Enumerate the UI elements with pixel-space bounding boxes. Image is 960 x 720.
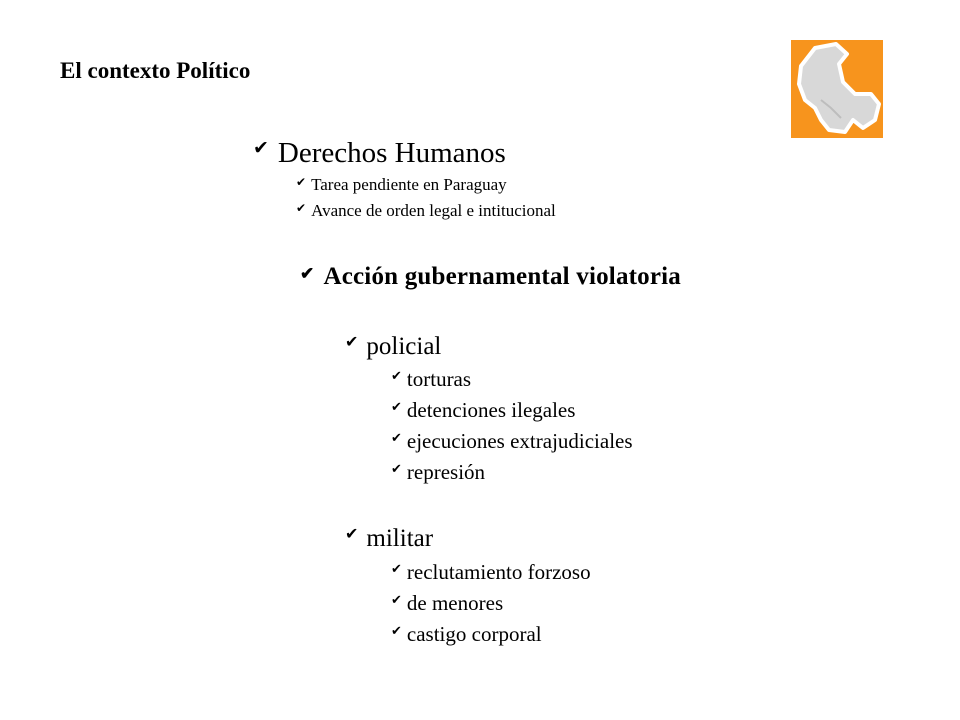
group-policial: ✔ policial xyxy=(345,333,442,360)
checkmark-icon: ✔ xyxy=(391,430,402,445)
list-item: ✔ Avance de orden legal e intitucional xyxy=(296,201,556,220)
checkmark-icon: ✔ xyxy=(253,138,269,159)
list-item: ✔ represión xyxy=(391,460,486,484)
checkmark-icon: ✔ xyxy=(345,526,359,543)
list-item: ✔ torturas xyxy=(391,367,472,391)
list-item: ✔ reclutamiento forzoso xyxy=(391,560,591,584)
checkmark-icon: ✔ xyxy=(296,175,307,189)
paraguay-map-icon xyxy=(791,40,883,138)
list-item: ✔ detenciones ilegales xyxy=(391,398,576,422)
checkmark-icon: ✔ xyxy=(391,368,402,383)
list-item: ✔ ejecuciones extrajudiciales xyxy=(391,429,633,453)
checkmark-icon: ✔ xyxy=(296,201,307,215)
checkmark-icon: ✔ xyxy=(391,561,402,576)
group-militar: ✔ militar xyxy=(345,525,434,552)
checkmark-icon: ✔ xyxy=(391,623,402,638)
checkmark-icon: ✔ xyxy=(391,461,402,476)
checkmark-icon: ✔ xyxy=(300,263,315,283)
list-item: ✔ Tarea pendiente en Paraguay xyxy=(296,175,507,194)
list-item: ✔ de menores xyxy=(391,591,504,615)
slide-title: El contexto Político xyxy=(60,58,251,83)
heading-derechos-humanos: ✔ Derechos Humanos xyxy=(253,137,506,169)
heading-accion-gubernamental: ✔ Acción gubernamental violatoria xyxy=(300,263,682,290)
checkmark-icon: ✔ xyxy=(391,592,402,607)
checkmark-icon: ✔ xyxy=(391,399,402,414)
checkmark-icon: ✔ xyxy=(345,334,359,351)
list-item: ✔ castigo corporal xyxy=(391,622,542,646)
